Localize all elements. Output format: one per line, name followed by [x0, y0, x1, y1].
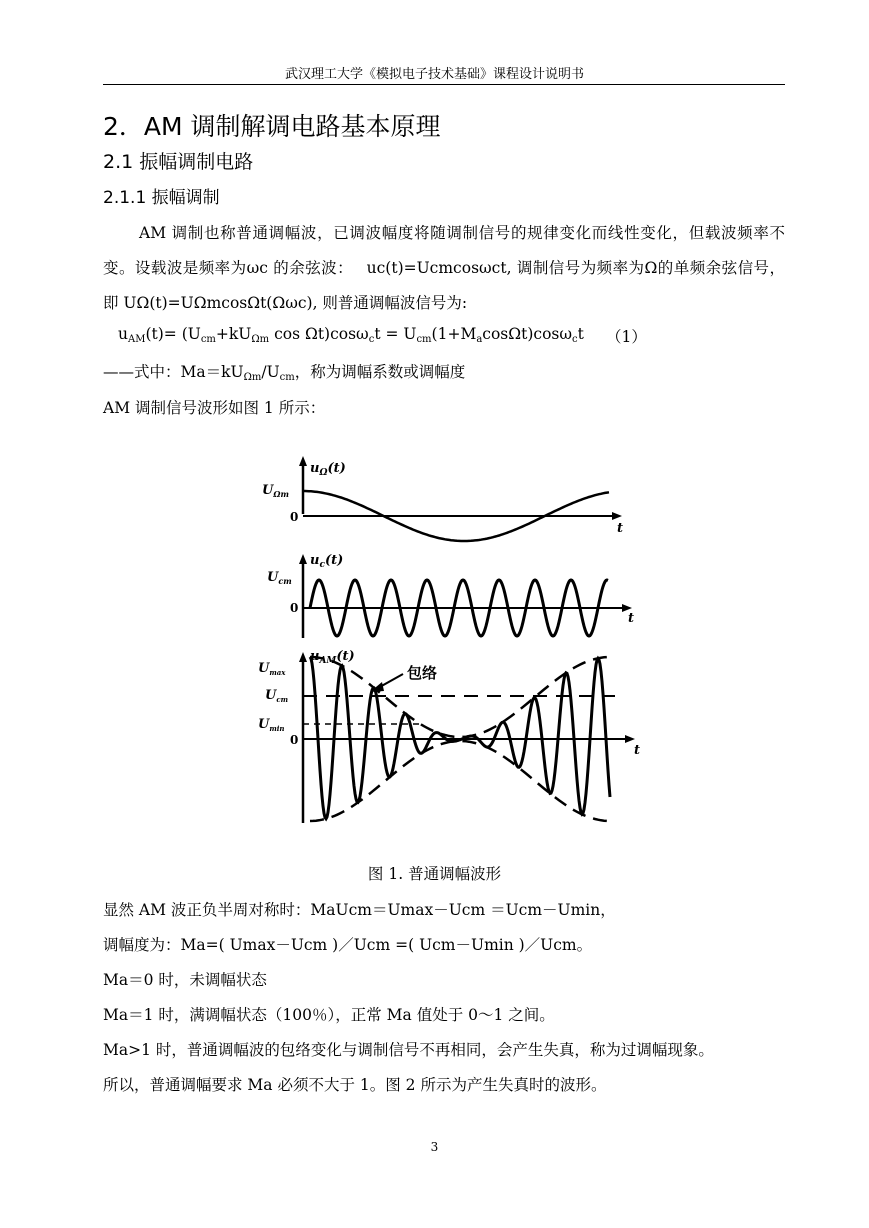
- formula-sub: cm: [416, 334, 432, 345]
- formula-sub: Ωm: [251, 334, 270, 345]
- figure-intro: AM 调制信号波形如图 1 所示：: [103, 399, 326, 417]
- formula-sub: a: [476, 334, 483, 345]
- panel2-x-label: t: [628, 611, 635, 626]
- formula-sub: cm: [200, 334, 216, 345]
- subsection-title: 2.1 振幅调制电路: [103, 151, 254, 173]
- subsubsection-title: 2.1.1 振幅调制: [103, 188, 220, 208]
- formula-sub: c: [368, 334, 375, 345]
- body-line: Ma>1 时，普通调幅波的包络变化与调制信号不再相同，会产生失真，称为过调幅现象。: [103, 1041, 714, 1059]
- page-number: 3: [430, 1140, 439, 1154]
- formula-part: cosΩt)cosω: [482, 325, 572, 343]
- panel1-x-label: t: [617, 521, 624, 536]
- definition-sub: cm: [279, 372, 295, 383]
- section-title: 2．AM 调制解调电路基本原理: [103, 112, 441, 141]
- lower-envelope: [310, 741, 613, 821]
- body-line: Ma＝1 时，满调幅状态（100％），正常 Ma 值处于 0～1 之间。: [103, 1006, 555, 1024]
- running-header: 武汉理工大学《模拟电子技术基础》课程设计说明书: [284, 67, 584, 82]
- panel1-x-arrow: [612, 512, 622, 520]
- panel1-zero-label: 0: [290, 510, 299, 524]
- panel3-x-label: t: [634, 743, 641, 758]
- formula-part: cos Ωt)cosω: [269, 325, 369, 343]
- body-line: 调幅度为：Ma=( Umax－Ucm )／Ucm =( Ucm－Umin )／Ucm。: [103, 936, 593, 954]
- formula-part: (1+M: [431, 325, 477, 343]
- definition-part: ，称为调幅系数或调幅度: [294, 363, 466, 381]
- am-formula: [118, 325, 584, 345]
- panel2-level-label: $U_{cm}$: [267, 570, 292, 586]
- envelope-label: 包络: [407, 664, 438, 682]
- ucm-label: $U_{cm}$: [265, 688, 289, 704]
- body-line: Ma＝0 时，未调幅状态: [103, 971, 267, 989]
- panel2-zero-label: 0: [290, 601, 299, 615]
- panel1-ylabel: $u_\Omega(t)$: [310, 461, 346, 478]
- panel3-y-arrow: [299, 652, 307, 662]
- formula-number: （1）: [606, 328, 647, 346]
- am-wave: [310, 657, 610, 819]
- umin-label: $U_{min}$: [258, 717, 285, 733]
- figure-caption: 图 1. 普通调幅波形: [367, 865, 502, 883]
- umax-label: $U_{max}$: [258, 661, 286, 677]
- body-line: 所以，普通调幅要求 Ma 必须不大于 1。图 2 所示为产生失真时的波形。: [103, 1076, 607, 1094]
- formula-sub: c: [572, 334, 578, 345]
- definition-part: /U: [261, 363, 280, 381]
- panel1-level-label: $U_{\Omega m}$: [262, 483, 289, 499]
- formula-part: t = U: [374, 325, 417, 343]
- definition-part: ——式中：Ma＝kU: [103, 363, 244, 381]
- formula-part: (t)= (U: [145, 325, 201, 343]
- intro-paragraph: AM 调制也称普通调幅波，已调波幅度将随调制信号的规律变化而线性变化，但载波频率不变。设载波是频率为ωc 的余弦波： uc(t)=Ucmcosωct, 调制信号为频率为Ω的单频余弦信号，即 UΩ(t)=UΩmcosΩt(Ωωc), 则普通调幅波信号为:: [103, 224, 785, 312]
- panel2-y-arrow: [299, 554, 307, 564]
- formula-part: u: [118, 325, 128, 343]
- definition-sub: Ωm: [243, 372, 262, 383]
- definition-line: [103, 360, 465, 383]
- panel2-ylabel: $u_c(t)$: [310, 553, 344, 570]
- panel3-zero-label: 0: [290, 733, 299, 747]
- body-line: 显然 AM 波正负半周对称时：MaUcm＝Umax－Ucm ＝Ucm－Umin，: [103, 901, 616, 919]
- formula-part: +kU: [215, 325, 252, 343]
- formula-part: t: [577, 325, 584, 343]
- panel3-ylabel: $u_{AM}(t)$: [310, 649, 355, 666]
- panel3-x-arrow: [625, 735, 635, 743]
- header-rule: [103, 84, 785, 85]
- panel1-y-arrow: [299, 456, 307, 466]
- am-waveform-figure: [210, 448, 650, 850]
- formula-sub: AM: [127, 334, 146, 345]
